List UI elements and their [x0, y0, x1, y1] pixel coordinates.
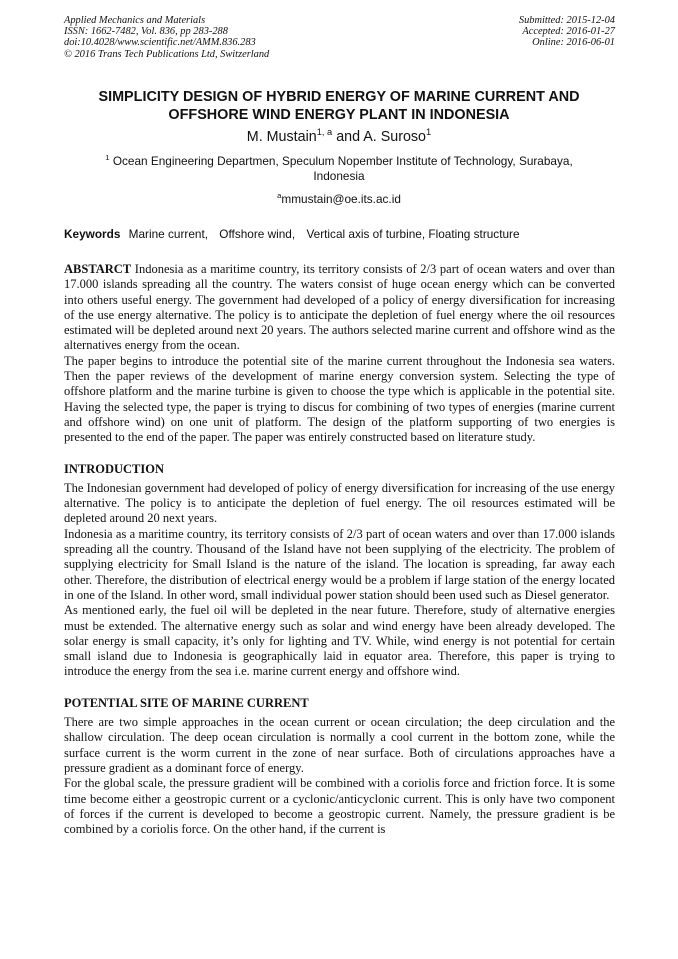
email-marker: a	[277, 191, 282, 201]
doi[interactable]: doi:10.4028/www.scientific.net/AMM.836.283	[64, 37, 256, 49]
affiliation	[80, 154, 598, 184]
journal-header-right	[519, 15, 615, 49]
submitted-date: Submitted: 2015-12-04	[518, 15, 615, 26]
keyword-2: Offshore wind,	[219, 227, 296, 241]
author-conjunction: and	[336, 129, 361, 145]
journal-name: Applied Mechanics and Materials	[64, 15, 206, 26]
keyword-1: Marine current,	[128, 227, 209, 241]
title-line-2: OFFSHORE WIND ENERGY PLANT IN INDONESIA	[168, 107, 510, 123]
introduction-paragraph-3: As mentioned early, the fuel oil will be depleted in the near future. Therefore, study of alternative energies must be extended. The alternative energy such as solar and wind energy have been already developed. The solar energy is small capacity, it’s only for lighting and TV. While, wind energy is not potential for certain small island due to Indonesia is geographically laid in equator area. Therefore, this paper is trying to introduce the energy from the sea i.e. marine current energy and offshore wind.	[64, 603, 615, 679]
potential-site-heading: POTENTIAL SITE OF MARINE CURRENT	[64, 695, 309, 710]
paper-title	[40, 88, 638, 124]
accepted-date: Accepted: 2016-01-27	[522, 26, 615, 38]
abstract-paragraph-2: The paper begins to introduce the potential site of the marine current throughout the Indonesia sea waters. Then the paper reviews of the development of marine energy conversion system. Selecting the type of offshore platform and the marine turbine is given to choose the type which is applicable in the potential site. Having the selected type, the paper is trying to discus for combining of two types of energies (marine current and offshore wind) on one unit of platform. The design of the platform supporting of two energies is presented to the end of the paper. The paper was entirely constructed based on literature study.	[64, 353, 615, 445]
issn: ISSN: 1662-7482, Vol. 836, pp 283-288	[64, 26, 228, 38]
online-date: Online: 2016-06-01	[532, 37, 615, 49]
affiliation-line-1: Ocean Engineering Departmen, Speculum Nopember Institute of Technology, Surabaya,	[112, 154, 573, 168]
introduction-paragraph-2: Indonesia as a maritime country, its territory consists of 2/3 part of ocean waters and over than 17.000 islands spreading all the country. Thousand of the Island have not been supplying of the electricity. The problem of supplying electricity for Small Island is the nature of the island. The location is spreading, far away each other. Therefore, the distribution of electrical energy would be a problem if large station of the energy located in one of the Island. In other word, small individual power station should been used such as Diesel generator.	[64, 526, 615, 602]
author-1: M. Mustain	[246, 129, 317, 145]
introduction-paragraph-1: The Indonesian government had developed of policy of energy diversification for increasing of the use energy alternative. The policy is to anticipate the depletion of fuel energy. The oil resources estimated will be depleted around 20 next years.	[64, 480, 615, 526]
author-2-affil: 1	[426, 127, 432, 138]
copyright: © 2016 Trans Tech Publications Ltd, Switzerland	[64, 48, 270, 60]
potential-site-paragraph-2: For the global scale, the pressure gradient will be combined with a coriolis force and friction force. It is some time become either a geostropic current or a cyclonic/anticyclonic current. This is only have two component of forces if the current is developed to become a geostropic current. Namely, the pressure gradient is be combined by a coriolis force. On the other hand, if the current is	[64, 776, 615, 837]
email-address[interactable]: mmustain@oe.its.ac.id	[281, 192, 401, 206]
author-email	[0, 192, 678, 207]
potential-site-paragraph-1: There are two simple approaches in the ocean current or ocean circulation; the deep circulation and the shallow circulation. The deep ocean circulation is normally a cool current in the bottom zone, while the surface current is the worm current in the zone of near surface. Both of circulations approaches have a pressure gradient as a dominant force of energy.	[64, 715, 615, 775]
keyword-3: Vertical axis of turbine, Floating structure	[306, 227, 520, 241]
keywords-label: Keywords	[64, 227, 121, 241]
abstract-text-1: Indonesia as a maritime country, its territory consists of 2/3 part of ocean waters and over than 17.000 islands spreading all the country. The waters consist of huge ocean energy which can be converted into others useful energy. The government had developed of a policy of energy diversification for increasing of the use energy alternative. The policy is to anticipate the depletion of fuel energy where the oil resources estimated will be depleted around next 20 years. The authors selected marine current and offshore wind as the alternatives energy from the ocean.	[64, 262, 616, 353]
abstract-paragraph-1	[64, 262, 615, 354]
abstract-label: ABSTARCT	[64, 262, 132, 276]
title-line-1: SIMPLICITY DESIGN OF HYBRID ENERGY OF MARINE CURRENT AND	[98, 89, 580, 105]
introduction-heading: INTRODUCTION	[64, 461, 165, 476]
author-1-affil: 1, a	[316, 127, 333, 138]
keywords-line	[64, 227, 528, 242]
journal-header-left	[64, 15, 269, 60]
author-list	[0, 128, 678, 146]
affiliation-marker: 1	[105, 153, 110, 163]
affiliation-line-2: Indonesia	[313, 169, 365, 183]
author-2: A. Suroso	[363, 129, 427, 145]
paper-body	[64, 262, 615, 837]
